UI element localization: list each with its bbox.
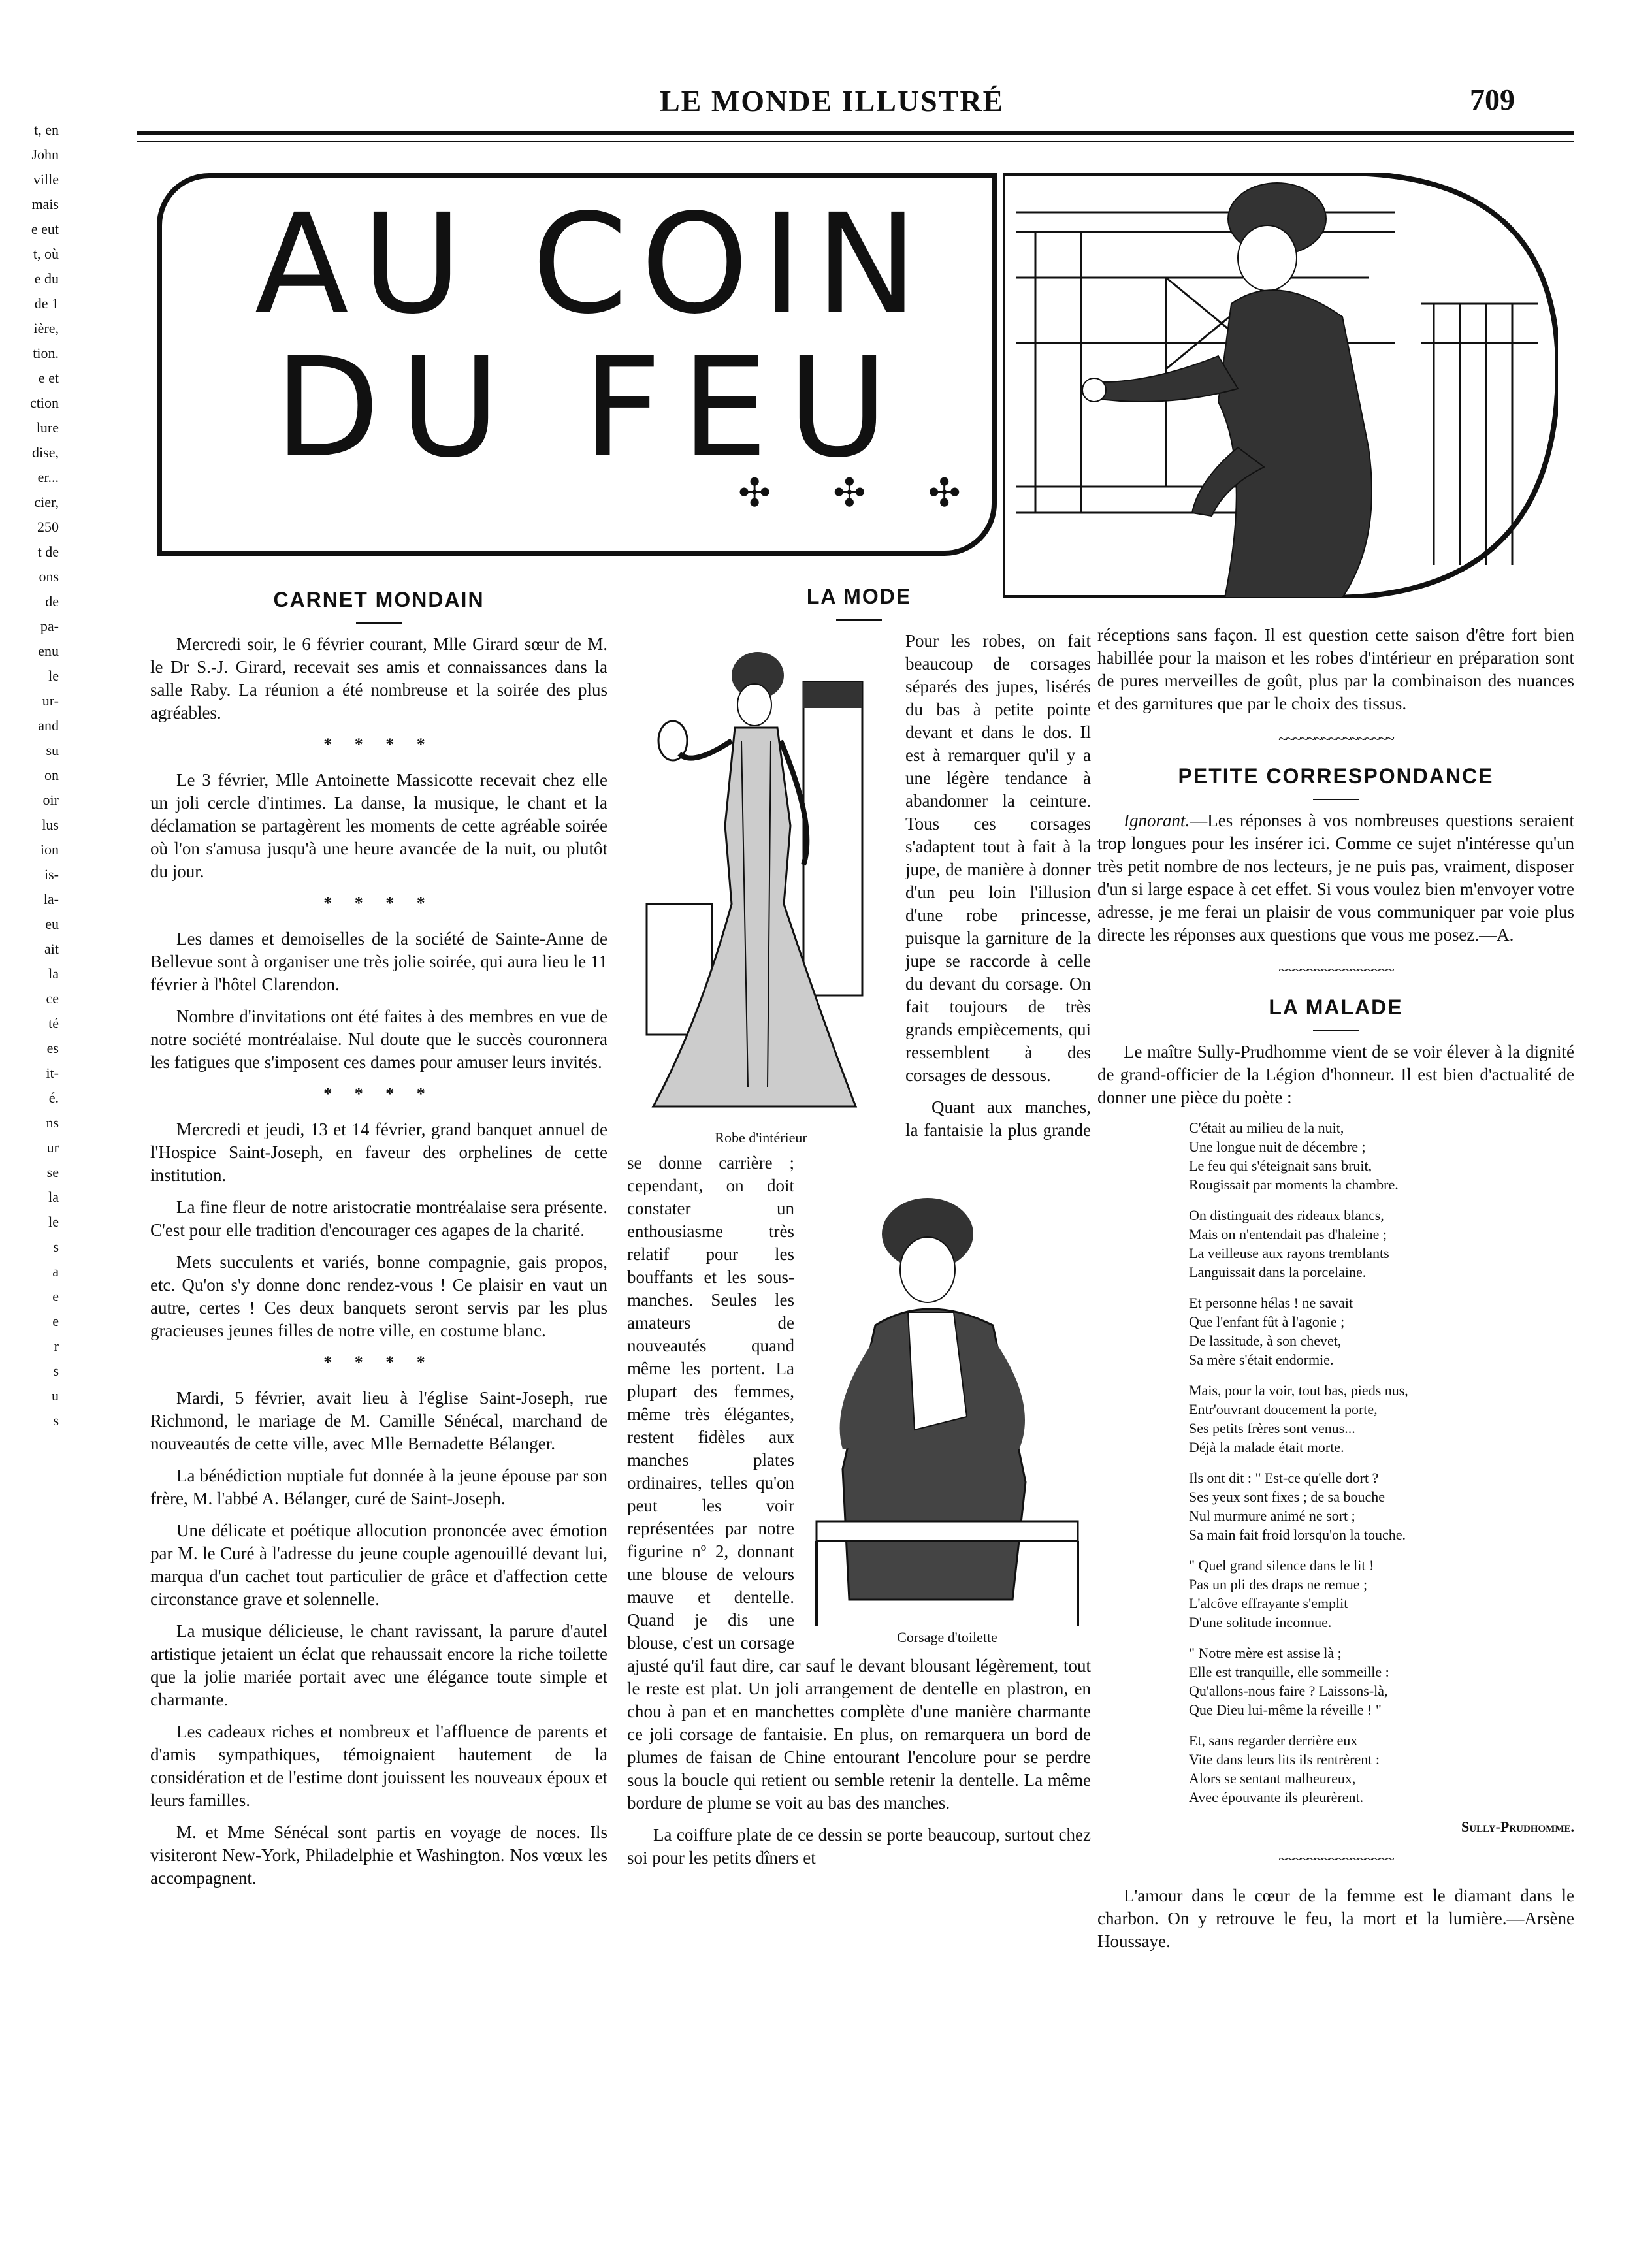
poem-line: Et, sans regarder derrière eux — [1189, 1732, 1358, 1749]
edge-fragment: la- — [43, 891, 59, 907]
edge-fragment: ur- — [42, 692, 59, 709]
edge-fragment: té — [48, 1015, 59, 1031]
edge-fragment: a — [52, 1263, 59, 1280]
poem-line: " Notre mère est assise là ; — [1189, 1645, 1342, 1661]
edge-fragment: t de — [37, 543, 59, 560]
edge-fragment: eu — [45, 916, 59, 932]
poem-stanza — [1189, 1468, 1574, 1544]
poem-line: " Quel grand silence dans le lit ! — [1189, 1557, 1374, 1574]
poem-line: Mais on n'entendait pas d'haleine ; — [1189, 1226, 1387, 1242]
carnet-paragraph: Les cadeaux riches et nombreux et l'affluence de parents et d'amis sympathiques, témoignaient hautement de la considération et de l'estime dont jouissent les nouveaux époux et leurs familles. — [150, 1722, 607, 1810]
mode-continuation: réceptions sans façon. Il est question cette saison d'être fort bien habillée pour la maison et les robes d'intérieur en préparation sont de pures merveilles de goût, plus par la combinaison des nuances et des garnitures que par le choix des tissus. — [1097, 625, 1574, 713]
carnet-paragraph: Mets succulents et variés, bonne compagnie, gais propos, etc. Qu'on s'y donne donc rendez-vous ! Ce plaisir en vaut un autre, certes ! Ces deux banquets seront servis par les plus gracieuses jeunes filles de notre ville, en costume blanc. — [150, 1252, 607, 1340]
edge-fragment: es — [46, 1040, 59, 1056]
carnet-mondain-column — [150, 588, 607, 1899]
wavy-separator: ~~~~~~~~~~~~~~~~ — [1278, 731, 1393, 748]
edge-fragment: se — [46, 1164, 59, 1180]
edge-fragment: lure — [36, 419, 59, 436]
adjacent-page-fragments — [0, 118, 59, 1433]
edge-fragment: John — [31, 146, 59, 163]
edge-fragment: e — [52, 1313, 59, 1329]
edge-fragment: e du — [34, 270, 59, 287]
la-mode-column — [627, 585, 1091, 1879]
edge-fragment: t, en — [34, 121, 59, 138]
poem-line: On distinguait des rideaux blancs, — [1189, 1207, 1384, 1223]
edge-fragment: ur — [46, 1139, 59, 1155]
edge-fragment: de 1 — [34, 295, 59, 312]
edge-fragment: la — [48, 1189, 59, 1205]
edge-fragment: ait — [44, 941, 59, 957]
edge-fragment: ière, — [33, 320, 59, 336]
figure-corsage — [803, 1155, 1091, 1646]
poem-line: Elle est tranquille, elle sommeille : — [1189, 1664, 1389, 1680]
poem-line: Entr'ouvrant doucement la porte, — [1189, 1401, 1378, 1417]
mode-paragraph: La coiffure plate de ce dessin se porte beaucoup, surtout chez soi pour les petits dîners et — [627, 1825, 1091, 1867]
closing-quote: L'amour dans le cœur de la femme est le diamant dans le charbon. On y retrouve le feu, la mort et la lumière.—Arsène Houssaye. — [1097, 1886, 1574, 1951]
heading-rule — [836, 619, 882, 621]
edge-fragment: enu — [38, 643, 59, 659]
edge-fragment: mais — [31, 196, 59, 212]
woman-at-window-illustration — [1003, 173, 1558, 598]
figure-robe — [627, 630, 895, 1146]
edge-fragment: e et — [38, 370, 59, 386]
edge-fragment: t, où — [33, 246, 59, 262]
poem-line: Qu'allons-nous faire ? Laissons-là, — [1189, 1683, 1388, 1699]
poem-line: Pas un pli des draps ne remue ; — [1189, 1576, 1368, 1592]
poem-line: Sa main fait froid lorsqu'on la touche. — [1189, 1526, 1406, 1543]
edge-fragment: ction — [30, 395, 59, 411]
mode-paragraph: Quant aux manches, la fantaisie la plus grande se donne carrière ; cependant, on doit constater un enthousiasme très relatif pour les bouffants et les sous-manches. Seules les amateurs de nouveautés quand même les portent. La plupart des femmes, même très élégantes, restent fidèles aux manches plates ordinaires, telles qu'on peut les voir représentées par notre figurine nº 2, donnant une blouse de velours mauve et dentelle. Quand je dis une blouse, c'est un corsage ajusté qu'il faut dire, car sauf le devant blousant légèrement, tout le reste est plat. Un joli arrangement de dentelle en plastron, en chou à pan et en manchettes complète d'une manière charmante ce joli corsage de fantaisie. En plus, on remarquera un bord de plumes de faisan de Chine entourant l'encolure pour se perdre sous la boucle qui retient ou semble retenir la dentelle. La même bordure de plume se voit au bas des manches. — [627, 1097, 1091, 1813]
edge-fragment: ons — [39, 568, 59, 585]
wavy-separator: ~~~~~~~~~~~~~~~~ — [1278, 1851, 1393, 1868]
robe-interieur-illustration — [627, 630, 895, 1126]
carnet-paragraph: La bénédiction nuptiale fut donnée à la jeune épouse par son frère, M. l'abbé A. Bélanger, curé de Saint-Joseph. — [150, 1466, 607, 1508]
heading-rule — [356, 622, 402, 624]
correspondance-text: —Les réponses à vos nombreuses questions seraient trop longues pour les insérer ici. Comme ce sujet n'intéresse qu'un très petit nombre de nos lecteurs, je ne puis pas, vraiment, disposer d'un si large espace à cet effet. Si vous voulez bien m'envoyer votre adresse, je me ferai un plaisir de vous communiquer par voie plus directe les réponses aux questions que vous me posez.—A. — [1097, 811, 1574, 945]
poem-line: Mais, pour la voir, tout bas, pieds nus, — [1189, 1382, 1408, 1398]
poem-line: La veilleuse aux rayons tremblants — [1189, 1245, 1389, 1261]
correspondent-name: Ignorant. — [1124, 811, 1190, 830]
poem-line: Alors se sentant malheureux, — [1189, 1770, 1356, 1786]
edge-fragment: le — [48, 668, 59, 684]
edge-fragment: su — [46, 742, 59, 758]
edge-fragment: u — [52, 1387, 59, 1404]
edge-fragment: le — [48, 1214, 59, 1230]
newspaper-title: LE MONDE ILLUSTRÉ — [660, 84, 1005, 118]
malade-heading: LA MALADE — [1269, 995, 1403, 1019]
poem-line: Et personne hélas ! ne savait — [1189, 1295, 1353, 1311]
star-separator: * * * * — [323, 1084, 434, 1103]
edge-fragment: ns — [46, 1114, 59, 1131]
poem-stanza — [1189, 1643, 1574, 1719]
poem-stanza — [1189, 1381, 1574, 1457]
poem-line: Avec épouvante ils pleurèrent. — [1189, 1789, 1364, 1805]
poem-line: Ses petits frères sont venus... — [1189, 1420, 1355, 1436]
carnet-paragraph: Mardi, 5 février, avait lieu à l'église Saint-Joseph, rue Richmond, le mariage de M. Camille Sénécal, marchand de nouveautés de cette ville, avec Mlle Bernadette Bélanger. — [150, 1388, 607, 1453]
banner-title-line1: AU COIN — [255, 184, 931, 344]
corsage-toilette-illustration — [803, 1155, 1091, 1626]
edge-fragment: on — [44, 767, 59, 783]
right-column — [1097, 624, 1574, 1962]
carnet-heading: CARNET MONDAIN — [273, 588, 485, 611]
edge-fragment: 250 — [37, 519, 59, 535]
edge-fragment: e eut — [31, 221, 59, 237]
poem-line: Le feu qui s'éteignait sans bruit, — [1189, 1157, 1372, 1174]
poem-stanza — [1189, 1118, 1574, 1194]
poem-line: L'alcôve effrayante s'emplit — [1189, 1595, 1348, 1611]
poem-line: Que l'enfant fût à l'agonie ; — [1189, 1314, 1345, 1330]
poem — [1189, 1118, 1574, 1807]
edge-fragment: s — [53, 1238, 59, 1255]
poem-line: C'était au milieu de la nuit, — [1189, 1120, 1344, 1136]
edge-fragment: la — [48, 965, 59, 982]
figure-caption: Corsage d'toilette — [897, 1629, 997, 1645]
edge-fragment: é. — [48, 1090, 59, 1106]
poem-stanza — [1189, 1556, 1574, 1632]
carnet-paragraph: M. et Mme Sénécal sont partis en voyage de noces. Ils visiteront New-York, Philadelphie et Washington. Nos vœux les accompagnent. — [150, 1822, 607, 1888]
heading-rule — [1313, 799, 1359, 800]
edge-fragment: cier, — [34, 494, 59, 510]
edge-fragment: s — [53, 1412, 59, 1429]
poem-line: Ses yeux sont fixes ; de sa bouche — [1189, 1489, 1385, 1505]
mode-paragraph: Pour les robes, on fait beaucoup de corsages séparés des jupes, lisérés du bas à petite pointe devant et dans le dos. Il est à remarquer qu'il y a une légère tendance à abandonner la ceinture. Tous ces corsages s'adaptent tout à fait à la jupe, de manière à donner d'un peu loin l'illusion d'une robe princesse, puisque la garniture de la jupe se raccorde à celle du devant du corsage. On fait toujours de très grands empiècements, qui ressemblent à des corsages de dessous. — [905, 631, 1091, 1085]
running-head — [0, 77, 1652, 123]
heading-rule — [1313, 1030, 1359, 1031]
edge-fragment: and — [38, 717, 59, 734]
edge-fragment: oir — [42, 792, 59, 808]
edge-fragment: dise, — [32, 444, 59, 460]
star-separator: * * * * — [323, 735, 434, 754]
carnet-paragraph: La musique délicieuse, le chant ravissant, la parure d'autel artistique jetaient un éclat que rehaussait encore la riche toilette que la jolie mariée portait avec une élégance toute simple et charmante. — [150, 1621, 607, 1709]
edge-fragment: ion — [40, 841, 59, 858]
carnet-paragraph: Les dames et demoiselles de la société de Sainte-Anne de Bellevue sont à organiser une très jolie soirée, qui aura lieu le 11 février à l'hôtel Clarendon. — [150, 929, 607, 994]
star-separator: * * * * — [323, 1353, 434, 1372]
wavy-separator: ~~~~~~~~~~~~~~~~ — [1278, 962, 1393, 979]
edge-fragment: lus — [42, 816, 59, 833]
banner-title-line2: DU FEU — [274, 328, 908, 488]
edge-fragment: pa- — [40, 618, 59, 634]
poem-line: Que Dieu lui-même la réveille ! " — [1189, 1702, 1382, 1718]
poem-line: De lassitude, à son chevet, — [1189, 1332, 1342, 1349]
mode-heading: LA MODE — [806, 585, 912, 608]
edge-fragment: r — [54, 1338, 59, 1354]
poem-line: D'une solitude inconnue. — [1189, 1614, 1332, 1630]
carnet-paragraph: Le 3 février, Mlle Antoinette Massicotte recevait chez elle un joli cercle d'intimes. La danse, la musique, le chant et la déclamation se partagèrent les moments de cette agréable soirée où l'on s'amusa jusqu'à une heure avancée de la nuit, ou plutôt du jour. — [150, 770, 607, 881]
poem-stanza — [1189, 1293, 1574, 1369]
carnet-paragraph: Une délicate et poétique allocution prononcée avec émotion par M. le Curé à l'adresse du jeune couple agenouillé devant lui, marqua d'un cachet tout particulier de grâce et d'affection cette circonstance grave et solennelle. — [150, 1521, 607, 1609]
malade-intro: Le maître Sully-Prudhomme vient de se voir élever à la dignité de grand-officier de la Légion d'honneur. Il est bien d'actualité de donner une pièce du poète : — [1097, 1042, 1574, 1107]
poem-line: Sa mère s'était endormie. — [1189, 1351, 1334, 1368]
carnet-paragraph: La fine fleur de notre aristocratie montréalaise sera présente. C'est pour elle tradition d'encourager ces agapes de la charité. — [150, 1197, 607, 1240]
poem-line: Rougissait par moments la chambre. — [1189, 1176, 1399, 1193]
correspondance-heading: PETITE CORRESPONDANCE — [1178, 764, 1494, 788]
poem-line: Vite dans leurs lits ils rentrèrent : — [1189, 1751, 1380, 1768]
carnet-paragraph: Mercredi et jeudi, 13 et 14 février, grand banquet annuel de l'Hospice Saint-Joseph, en faveur des orphelines de cette institution. — [150, 1120, 607, 1185]
page-number: 709 — [1470, 83, 1515, 116]
poem-line: Ils ont dit : " Est-ce qu'elle dort ? — [1189, 1470, 1379, 1486]
edge-fragment: is- — [44, 866, 59, 882]
star-separator: * * * * — [323, 894, 434, 913]
edge-fragment: it- — [46, 1065, 59, 1081]
edge-fragment: e — [52, 1288, 59, 1304]
poem-signature: Sully-Prudhomme. — [1461, 1818, 1574, 1835]
poem-line: Déjà la malade était morte. — [1189, 1439, 1344, 1455]
header-rule — [137, 131, 1574, 142]
edge-fragment: er... — [37, 469, 59, 485]
carnet-paragraph: Mercredi soir, le 6 février courant, Mlle Girard sœur de M. le Dr S.-J. Girard, recevait ses amis et connaissances dans la salle Raby. La réunion a été nombreuse et la soirée des plus agréables. — [150, 634, 607, 722]
banner-ornament: ✣ ✣ ✣ — [738, 472, 987, 515]
poem-line: Nul murmure animé ne sort ; — [1189, 1508, 1355, 1524]
edge-fragment: s — [53, 1363, 59, 1379]
edge-fragment: tion. — [33, 345, 59, 361]
poem-stanza — [1189, 1206, 1574, 1282]
edge-fragment: de — [45, 593, 59, 609]
poem-line: Une longue nuit de décembre ; — [1189, 1139, 1366, 1155]
figure-caption: Robe d'intérieur — [715, 1129, 807, 1146]
poem-line: Languissait dans la porcelaine. — [1189, 1264, 1367, 1280]
poem-stanza — [1189, 1731, 1574, 1807]
edge-fragment: ce — [46, 990, 59, 1007]
edge-fragment: ville — [33, 171, 59, 187]
carnet-paragraph: Nombre d'invitations ont été faites à des membres en vue de notre société montréalaise. Nul doute que le succès couronnera les fatigues que s'imposent ces dames pour amuser leurs invités. — [150, 1007, 607, 1072]
